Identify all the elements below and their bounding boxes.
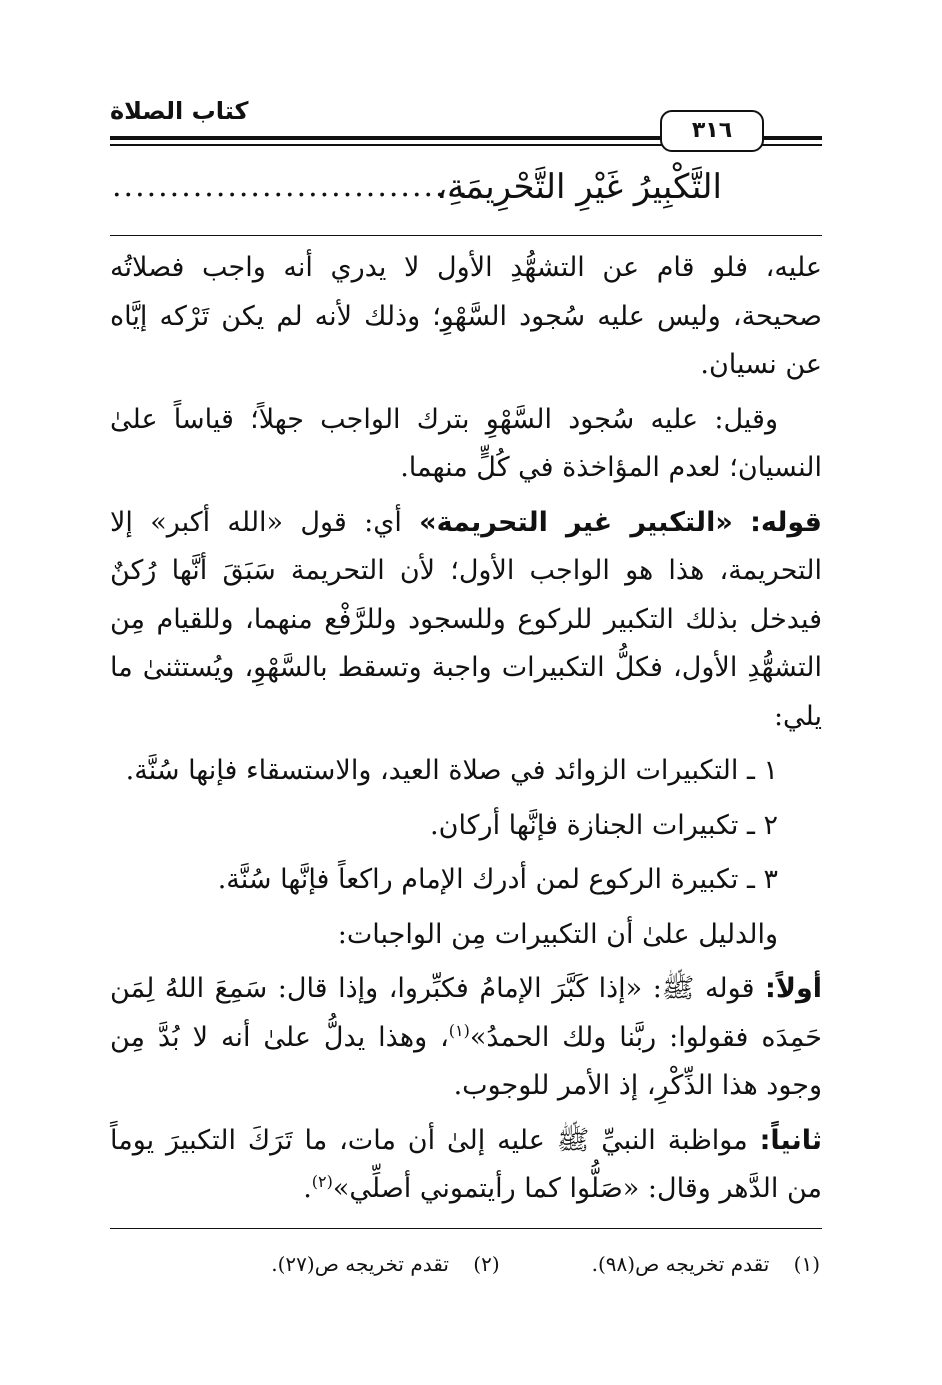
paragraph-text: أي: قول «الله أكبر» إلا التحريمة، هذا هو الواجب الأول؛ لأن التحريمة سَبَقَ أنَّها رُكنٌ فيدخل بذلك التكبير للركوع وللسجود وللرَّفْع منهما، وللقيام مِن التشهُّدِ الأول، فكلُّ التكبيرات واجبة وتسقط بالسَّهْوِ، ويُستثنىٰ ما يلي: <box>110 506 822 732</box>
paragraph-text: . <box>303 1173 312 1204</box>
matn-rule <box>110 235 822 237</box>
matn-line <box>110 150 822 236</box>
quoted-matn: «التكبير غير التحريمة» <box>419 506 733 538</box>
paragraph <box>110 1117 822 1214</box>
header-rule-stub <box>772 136 822 138</box>
footnote-text: تقدم تخريجه ص(٩٨). <box>591 1252 770 1276</box>
book-title: كتاب الصلاة <box>110 97 249 125</box>
footnote-ref: (٢) <box>311 1172 333 1191</box>
list-item: ٢ ـ تكبيرات الجنازة فإنَّها أركان. <box>430 809 778 841</box>
running-header <box>110 88 822 150</box>
page-number: ٣١٦ <box>660 110 764 152</box>
book-page <box>110 88 822 1298</box>
footnote-ref: (١) <box>448 1020 470 1040</box>
footnotes <box>110 1249 822 1279</box>
paragraph: عليه، فلو قام عن التشهُّدِ الأول لا يدري أنه واجب فصلاتُه صحيحة، وليس عليه سُجود السَّهْوِ؛ وذلك لأنه لم يكن تَرْكه إيَّاه عن نسيان. <box>110 252 822 380</box>
footnote-number: (٢) <box>473 1252 500 1276</box>
footnote-rule <box>110 1228 822 1230</box>
point-label: ثانياً: <box>759 1124 822 1156</box>
paragraph-text: ، وهذا يدلُّ علىٰ أنه لا بُدَّ مِن وجود هذا الذِّكْرِ، إذ الأمر للوجوب. <box>110 1021 822 1101</box>
list-item: ١ ـ التكبيرات الزوائد في صلاة العيد، والاستسقاء فإنها سُنَّة. <box>125 755 778 786</box>
footnote-number: (١) <box>793 1252 820 1276</box>
commentary-body <box>110 244 822 1214</box>
matn-text: التَّكْبِيرُ غَيْرِ التَّحْرِيمَةِ، <box>436 167 722 207</box>
paragraph <box>110 965 822 1111</box>
footnote <box>592 1249 820 1279</box>
footnote-text: تقدم تخريجه ص(٢٧). <box>271 1252 449 1276</box>
paragraph: والدليل علىٰ أن التكبيرات مِن الواجبات: <box>337 918 778 950</box>
paragraph: وقيل: عليه سُجود السَّهْوِ بترك الواجب جهلاً؛ قياساً علىٰ النسيان؛ لعدم المؤاخذة في كُلٍّ منهما. <box>110 403 822 483</box>
quote-label: قوله: <box>750 506 822 538</box>
point-label: أولاً: <box>765 973 822 1004</box>
paragraph-text: قوله ﷺ: «إذا كَبَّرَ الإمامُ فكبِّروا، وإذا قال: سَمِعَ اللهُ لِمَن حَمِدَه فقولوا: ربَّنا ولك الحمدُ» <box>110 973 822 1053</box>
header-rule-stub <box>772 144 822 146</box>
matn-dots: ............................... <box>112 169 470 204</box>
list-item: ٣ ـ تكبيرة الركوع لمن أدرك الإمام راكعاً فإنَّها سُنَّة. <box>217 864 778 895</box>
paragraph-text: مواظبة النبيِّ ﷺ عليه إلىٰ أن مات، ما تَرَكَ التكبيرَ يوماً من الدَّهر وقال: «صَلُّوا كما رأيتموني أصلِّي» <box>110 1124 822 1204</box>
footnote <box>271 1249 499 1279</box>
paragraph <box>110 499 822 742</box>
